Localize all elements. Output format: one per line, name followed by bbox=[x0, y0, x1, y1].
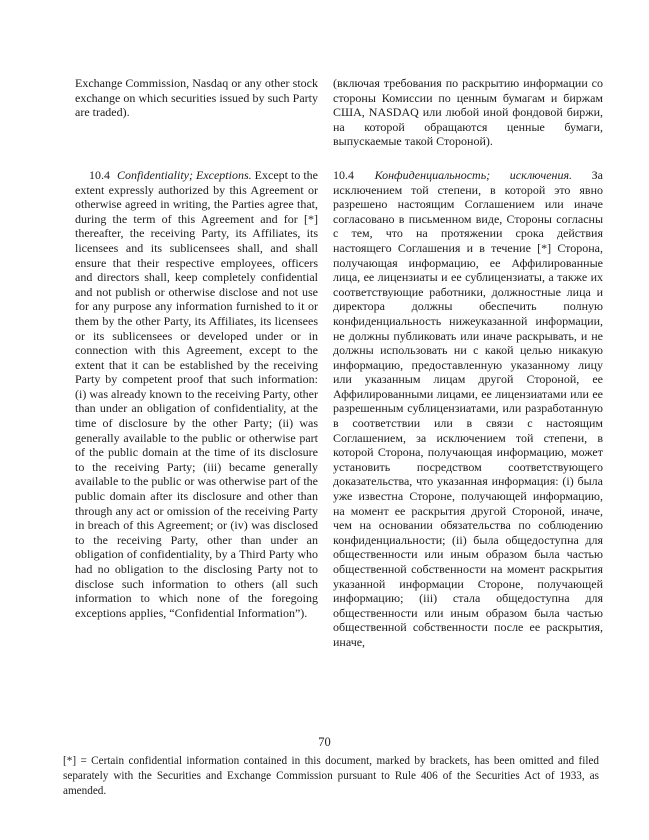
en-section-10-4 bbox=[75, 168, 318, 650]
en-section-title: Confidentiality; Exceptions. bbox=[117, 167, 252, 182]
two-column-content bbox=[75, 76, 603, 650]
ru-section-body: За исключением той степени, в которой это явно разрешено настоящим Соглашением или иначе согласовано в письменном виде, Стороны согласны с тем, что на протяжении срока действия настоящего Соглашения и в течение [*] Сторона, получающая информацию, ее Аффилированные лица, ее лицензиаты и ее сублицензиаты, а также их соответствующие работники, должностные лица и директора должны обеспечить полную конфиденциальность нижеуказанной информации, не должны публиковать или иначе раскрывать, и не должны использовать ни с какой целью никакую информацию, предоставленную указанному лицу или указанным лицам другой Стороной, ее Аффилированными лицами, ее лицензиатами или ее разрешенным сублицензиатами, или разработанную в соответствии или в связи с настоящим Соглашением, за исключением той степени, в которой Сторона, получающая информацию, может установить посредством соответствующего доказательства, что указанная информация: (i) была уже известна Стороне, получающей информацию, на момент ее раскрытия другой Стороной, иначе, чем на основании обязательства по соблюдению конфиденциальности; (ii) была общедоступна для общественности или иным образом была частью общественной собственности на момент раскрытия указанной информации Стороне, получающей информацию; (iii) стала общедоступна для общественности или иным образом была частью общественной собственности после ее раскрытия, иначе, bbox=[333, 167, 603, 649]
page-number: 70 bbox=[318, 735, 331, 749]
ru-paragraph-continuation: (включая требования по раскрытию информации со стороны Комиссии по ценным бумагам и биржам США, NASDAQ или любой иной фондовой биржи, на которой обращаются ценные бумаги, выпускаемые такой Стороной). bbox=[333, 76, 603, 149]
footnote-text: [*] = Certain confidential information contained in this document, marked by brackets, has been omitted and filed separately with the Securities and Exchange Commission pursuant to Rule 406 of the Securities Act of 1933, as amended. bbox=[63, 755, 599, 797]
ru-section-number: 10.4 bbox=[333, 167, 354, 182]
en-paragraph-continuation: Exchange Commission, Nasdaq or any other stock exchange on which securities issued by such Party are traded). bbox=[75, 76, 318, 120]
en-section-number: 10.4 bbox=[89, 167, 110, 182]
en-section-body: Except to the extent expressly authorized by this Agreement or otherwise agreed in writing, the Parties agree that, during the term of this Agreement and for [*] thereafter, the receiving Party, its Affiliates, its licensees and its sublicensees shall, and shall ensure that their respective employees, officers and directors shall, keep completely confidential and not publish or otherwise disclose and not use for any purpose any information furnished to it or them by the other Party, its Affiliates, its licensees or its sublicensees or developed under or in connection with this Agreement, except to the extent that it can be established by the receiving Party by competent proof that such information: (i) was already known to the receiving Party, other than under an obligation of confidentiality, at the time of disclosure by the other Party; (ii) was generally available to the public or otherwise part of the public domain at the time of its disclosure to the receiving Party; (iii) became generally available to the public or was otherwise part of the public domain after its disclosure and other than through any act or omission of the receiving Party in breach of this Agreement; or (iv) was disclosed to the receiving Party, other than under an obligation of confidentiality, by a Third Party who had no obligation to the disclosing Party not to disclose such information to others (all such information to which none of the foregoing exceptions applies, “Confidential Information”). bbox=[75, 167, 319, 620]
ru-section-title: Конфиденциальность; исключения. bbox=[374, 167, 573, 182]
ru-section-10-4 bbox=[333, 168, 603, 650]
